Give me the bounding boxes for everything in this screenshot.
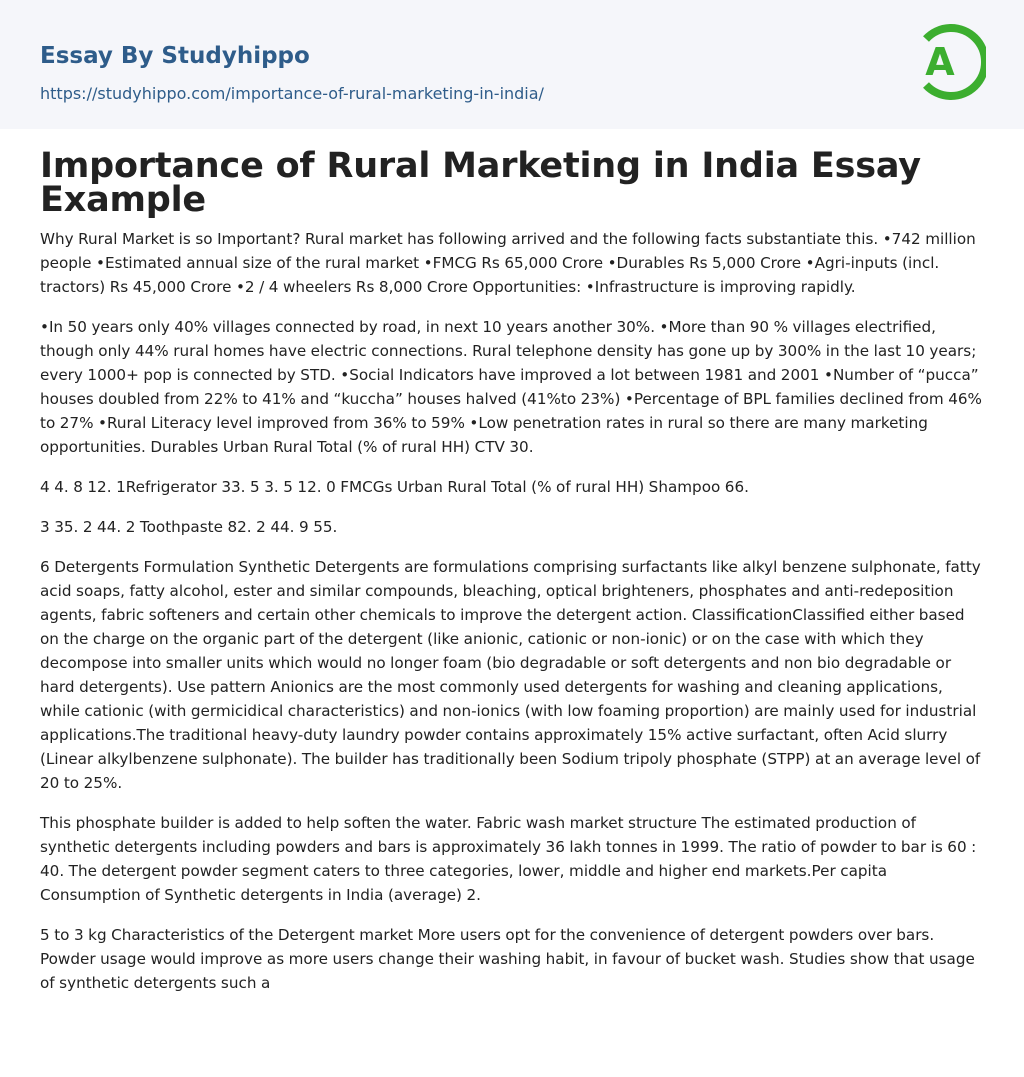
article-paragraph: Why Rural Market is so Important? Rural market has following arrived and the following facts substantiate this. •742 million people •Estimated annual size of the rural market •FMCG Rs 65,000 Crore •Durables Rs 5,000 Crore •Agri-inputs (incl. tractors) Rs 45,000 Crore •2 / 4 wheelers Rs 8,000 Crore Opportunities: •Infrastructure is improving rapidly. <box>40 230 976 296</box>
page-title: Importance of Rural Marketing in India Essay Example <box>40 146 921 220</box>
article-url-link[interactable]: https://studyhippo.com/importance-of-rural-marketing-in-india/ <box>40 84 544 103</box>
article-paragraph: •In 50 years only 40% villages connected by road, in next 10 years another 30%. •More than 90 % villages electrified, though only 44% rural homes have electric connections. Rural telephone density has gone up by 300% in the last 10 years; every 1000+ pop is connected by STD. •Social Indicators have improved a lot between 1981 and 2001 •Number of “pucca” houses doubled from 22% to 41% and “kuccha” houses halved (41%to 23%) •Percentage of BPL families declined from 46% to 27% •Rural Literacy level improved from 36% to 59% •Low penetration rates in rural so there are many marketing opportunities. Durables Urban Rural Total (% of rural HH) CTV 30. <box>40 318 982 456</box>
site-header <box>0 0 1024 129</box>
logo-letter: A <box>925 40 955 84</box>
article-paragraph: 6 Detergents Formulation Synthetic Detergents are formulations comprising surfactants like alkyl benzene sulphonate, fatty acid soaps, fatty alcohol, ester and similar compounds, bleaching, optical brighteners, phosphates and anti-redeposition agents, fabric softeners and certain other chemicals to improve the detergent action. ClassificationClassified either based on the charge on the organic part of the detergent (like anionic, cationic or non-ionic) or on the case with which they decompose into smaller units which would no longer foam (bio degradable or soft detergents and non bio degradable or hard detergents). Use pattern Anionics are the most commonly used detergents for washing and cleaning applications, while cationic (with germicidical characteristics) and non-ionics (with low foaming proportion) are mainly used for industrial applications.The traditional heavy-duty laundry powder contains approximately 15% active surfactant, often Acid slurry (Linear alkylbenzene sulphonate). The builder has traditionally been Sodium tripoly phosphate (STPP) at an average level of 20 to 25%. <box>40 558 981 792</box>
article <box>0 146 1024 995</box>
article-paragraph: 5 to 3 kg Characteristics of the Detergent market More users opt for the convenience of detergent powders over bars. Powder usage would improve as more users change their washing habit, in favour of bucket wash. Studies show that usage of synthetic detergents such a <box>40 926 975 992</box>
studyhippo-logo-icon[interactable] <box>912 19 986 105</box>
article-paragraph: 4 4. 8 12. 1Refrigerator 33. 5 3. 5 12. 0 FMCGs Urban Rural Total (% of rural HH) Shampoo 66. <box>40 478 749 496</box>
site-brand[interactable]: Essay By Studyhippo <box>40 43 310 69</box>
article-paragraph: 3 35. 2 44. 2 Toothpaste 82. 2 44. 9 55. <box>40 518 338 536</box>
article-paragraph: This phosphate builder is added to help soften the water. Fabric wash market structure The estimated production of synthetic detergents including powders and bars is approximately 36 lakh tonnes in 1999. The ratio of powder to bar is 60 : 40. The detergent powder segment caters to three categories, lower, middle and higher end markets.Per capita Consumption of Synthetic detergents in India (average) 2. <box>40 814 977 904</box>
